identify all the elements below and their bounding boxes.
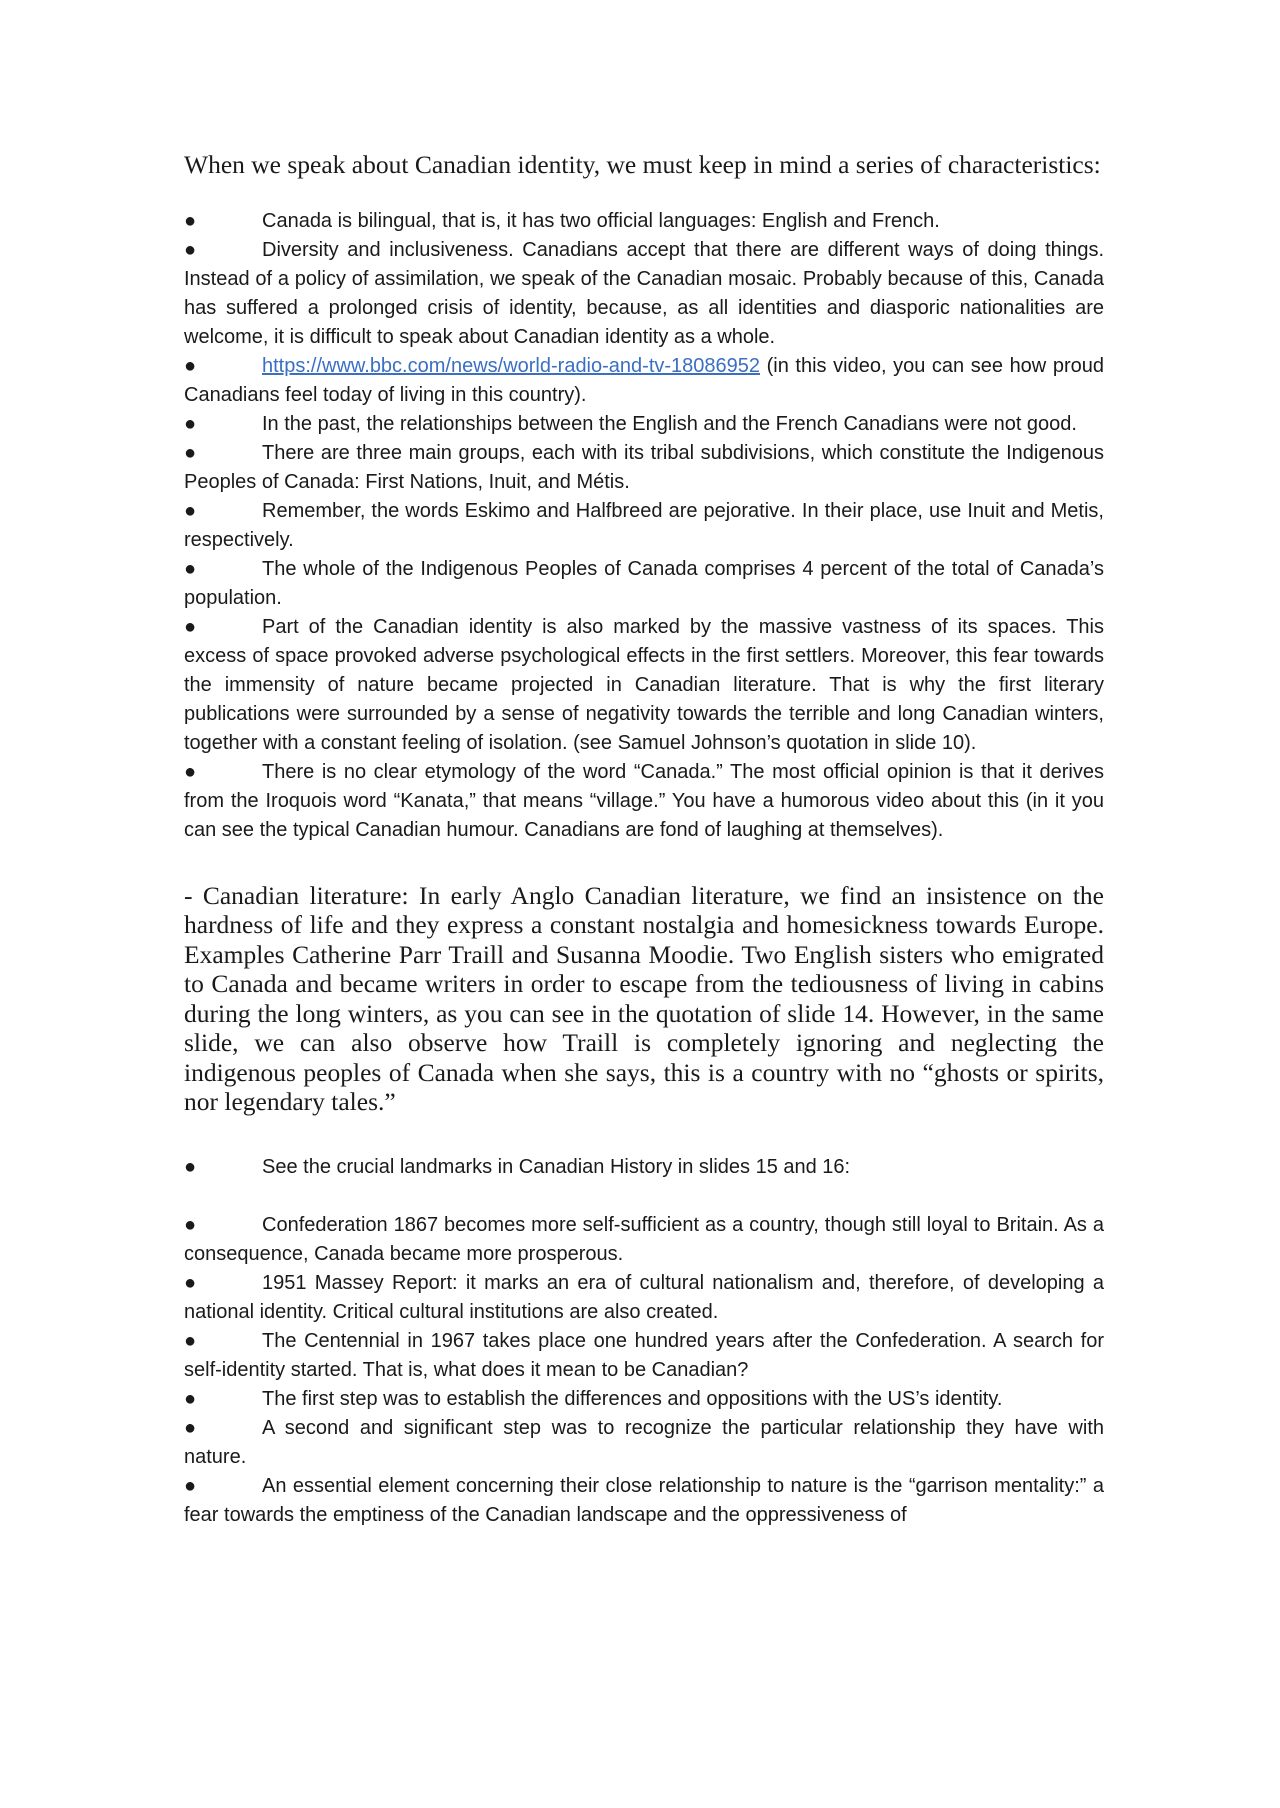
bullet-icon: ● [184, 1155, 197, 1178]
list-item [184, 352, 1104, 410]
list-item-text: The Centennial in 1967 takes place one hundred years after the Confederation. A search for self-identity started. That is, what does it mean to be Canadian? [184, 1329, 1104, 1381]
list-item [184, 1269, 1104, 1327]
document-body [184, 150, 1104, 1530]
landmarks-intro [184, 1153, 1104, 1182]
list-item-text: The first step was to establish the differences and oppositions with the US’s identity. [262, 1387, 1003, 1410]
list-item-text: Remember, the words Eskimo and Halfbreed are pejorative. In their place, use Inuit and Metis, respectively. [184, 499, 1104, 551]
list-item [184, 1472, 1104, 1530]
list-item [184, 207, 1104, 236]
characteristics-list [184, 207, 1104, 845]
list-item [184, 236, 1104, 352]
landmarks-list [184, 1211, 1104, 1530]
list-item-text: Part of the Canadian identity is also marked by the massive vastness of its spaces. This excess of space provoked adverse psychological effects in the first settlers. Moreover, this fear towards the immensity of nature became projected in Canadian literature. That is why the first literary publications were surrounded by a sense of negativity towards the terrible and long Canadian winters, together with a constant feeling of isolation. (see Samuel Johnson’s quotation in slide 10). [184, 615, 1104, 754]
bullet-icon: ● [184, 209, 197, 232]
list-item-text: There is no clear etymology of the word “Canada.” The most official opinion is that it derives from the Iroquois word “Kanata,” that means “village.” You have a humorous video about this (in it you can see the typical Canadian humour. Canadians are fond of laughing at themselves). [184, 760, 1104, 841]
list-item-text: An essential element concerning their close relationship to nature is the “garrison mentality:” a fear towards the emptiness of the Canadian landscape and the oppressiveness of [184, 1474, 1104, 1526]
list-item-text: Diversity and inclusiveness. Canadians accept that there are different ways of doing things. Instead of a policy of assimilation, we speak of the Canadian mosaic. Probably because of this, Canada has suffered a prolonged crisis of identity, because, as all identities and diasporic nationalities are welcome, it is difficult to speak about Canadian identity as a whole. [184, 238, 1104, 348]
list-item-text: 1951 Massey Report: it marks an era of cultural nationalism and, therefore, of developing a national identity. Critical cultural institutions are also created. [184, 1271, 1104, 1323]
bbc-video-link[interactable]: https://www.bbc.com/news/world-radio-and-tv-18086952 [262, 354, 761, 377]
bullet-icon: ● [184, 557, 197, 580]
list-item [184, 613, 1104, 758]
list-item [184, 555, 1104, 613]
list-item-text: (in this video, you can see how proud Canadians feel today of living in this country). [184, 354, 1104, 406]
bullet-icon: ● [184, 1329, 197, 1352]
list-item [184, 1385, 1104, 1414]
landmarks-intro-text: See the crucial landmarks in Canadian History in slides 15 and 16: [262, 1155, 851, 1178]
list-item [184, 1211, 1104, 1269]
list-item [184, 1414, 1104, 1472]
bullet-icon: ● [184, 1271, 197, 1294]
list-item [184, 497, 1104, 555]
list-item [184, 758, 1104, 845]
bullet-icon: ● [184, 499, 197, 522]
bullet-icon: ● [184, 441, 197, 464]
list-item [184, 410, 1104, 439]
bullet-icon: ● [184, 354, 197, 377]
bullet-icon: ● [184, 1213, 197, 1236]
bullet-icon: ● [184, 238, 197, 261]
bullet-icon: ● [184, 1416, 197, 1439]
bullet-icon: ● [184, 1387, 197, 1410]
bullet-icon: ● [184, 760, 197, 783]
literature-paragraph: - Canadian literature: In early Anglo Canadian literature, we find an insistence on the hardness of life and they express a constant nostalgia and homesickness towards Europe. Examples Catherine Parr Traill and Susanna Moodie. Two English sisters who emigrated to Canada and became writers in order to escape from the tediousness of living in cabins during the long winters, as you can see in the quotation of slide 14. However, in the same slide, we can also observe how Traill is completely ignoring and neglecting the indigenous peoples of Canada when she says, this is a country with no “ghosts or spirits, nor legendary tales.” [184, 880, 1104, 1116]
list-item-text: The whole of the Indigenous Peoples of Canada comprises 4 percent of the total of Canada’s population. [184, 557, 1104, 609]
list-item [184, 1327, 1104, 1385]
list-item-text: In the past, the relationships between the English and the French Canadians were not good. [262, 412, 1077, 435]
list-item-text: There are three main groups, each with its tribal subdivisions, which constitute the Indigenous Peoples of Canada: First Nations, Inuit, and Métis. [184, 441, 1104, 493]
bullet-icon: ● [184, 615, 197, 638]
list-item-text: Confederation 1867 becomes more self-sufficient as a country, though still loyal to Britain. As a consequence, Canada became more prosperous. [184, 1213, 1104, 1265]
bullet-icon: ● [184, 412, 197, 435]
list-item-text: A second and significant step was to recognize the particular relationship they have with nature. [184, 1416, 1104, 1468]
list-item-text: Canada is bilingual, that is, it has two official languages: English and French. [262, 209, 940, 232]
intro-paragraph: When we speak about Canadian identity, we must keep in mind a series of characteristics: [184, 150, 1101, 179]
bullet-icon: ● [184, 1474, 197, 1497]
list-item [184, 439, 1104, 497]
